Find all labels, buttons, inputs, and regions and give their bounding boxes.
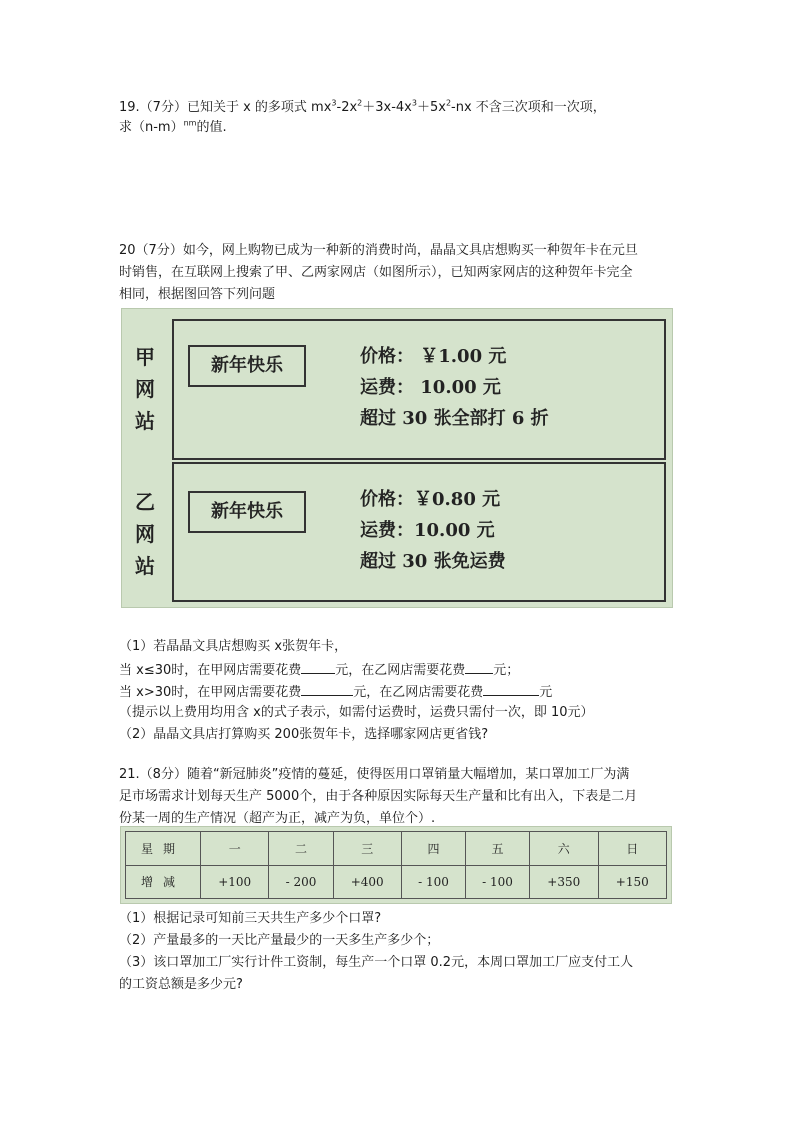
table-header-cell: 增减	[126, 865, 201, 899]
production-table	[125, 831, 667, 899]
shop-a-card: 新年快乐	[188, 345, 306, 387]
table-cell: +350	[530, 865, 598, 899]
shop-a-label	[132, 341, 158, 437]
shop-a-panel	[172, 319, 666, 460]
shop-b-label-char: 乙	[135, 490, 155, 514]
answer-blank[interactable]	[301, 660, 335, 674]
table-cell: +150	[598, 865, 667, 899]
answer-blank[interactable]	[483, 682, 539, 696]
shop-b-info	[360, 484, 506, 577]
table-cell: 五	[466, 832, 530, 866]
shop-a-offer: 超过 30 张全部打 6 折	[360, 408, 549, 429]
shop-a-label-char: 甲	[135, 345, 155, 369]
shop-a-label-char: 网	[135, 377, 155, 401]
q21-part3-line-1: （3）该口罩加工厂实行计件工资制，每生产一个口罩 0.2元，本周口罩加工厂应支付工人	[119, 955, 634, 970]
table-cell: +100	[201, 865, 269, 899]
answer-blank[interactable]	[301, 682, 353, 696]
q20-part1-line-1: （1）若晶晶文具店想购买 x张贺年卡，	[119, 639, 348, 654]
shop-comparison-figure	[121, 308, 673, 608]
table-cell: +400	[333, 865, 401, 899]
table-cell: - 100	[466, 865, 530, 899]
shop-b-offer: 超过 30 张免运费	[360, 551, 506, 572]
q20-intro-2: 时销售，在互联网上搜索了甲、乙两家网店（如图所示），已知两家网店的这种贺年卡完全	[119, 265, 633, 280]
shop-a-price: 价格： ￥1.00 元	[360, 346, 507, 367]
shop-b-price: 价格：￥0.80 元	[360, 489, 501, 510]
shop-b-label-char: 站	[135, 554, 155, 578]
table-row	[126, 865, 667, 899]
q21-intro-3: 份某一周的生产情况（超产为正，减产为负，单位个）.	[119, 811, 436, 826]
shop-a-label-char: 站	[135, 409, 155, 433]
table-cell: 六	[530, 832, 598, 866]
table-cell: - 100	[401, 865, 465, 899]
shop-b-shipping: 运费：10.00 元	[360, 520, 495, 541]
q21-part3-line-2: 的工资总额是多少元?	[119, 977, 243, 992]
table-cell: 日	[598, 832, 667, 866]
q20-part2: （2）晶晶文具店打算购买 200张贺年卡，选择哪家网店更省钱?	[119, 727, 489, 742]
q21-part2: （2）产量最多的一天比产量最少的一天多生产多少个；	[119, 933, 440, 948]
q20-intro-1: 20（7分）如今，网上购物已成为一种新的消费时尚，晶晶文具店想购买一种贺年卡在元旦	[119, 243, 638, 258]
q21-intro-1: 21.（8分）随着“新冠肺炎”疫情的蔓延，使得医用口罩销量大幅增加，某口罩加工厂为满	[119, 767, 630, 782]
shop-a-shipping: 运费： 10.00 元	[360, 377, 501, 398]
shop-b-card: 新年快乐	[188, 491, 306, 533]
q20-part1-line-3: 当 x>30时，在甲网店需要花费 元，在乙网店需要花费 元	[119, 682, 552, 702]
shop-b-label-char: 网	[135, 522, 155, 546]
table-cell: - 200	[269, 865, 333, 899]
shop-b-label	[132, 486, 158, 582]
q19-line-1: 19.（7分）已知关于 x 的多项式 $mx^3-2x^2+3x-4x^3+5x^2-nx$ 不含三次项和一次项，	[119, 98, 606, 115]
q21-part1: （1）根据记录可知前三天共生产多少个口罩?	[119, 911, 382, 926]
answer-blank[interactable]	[465, 660, 493, 674]
table-cell: 二	[269, 832, 333, 866]
table-header-cell: 星期	[126, 832, 201, 866]
table-cell: 三	[333, 832, 401, 866]
q19-line-2: 求$(n-m)^{nm}$的值.	[119, 118, 227, 135]
table-cell: 四	[401, 832, 465, 866]
q20-intro-3: 相同，根据图回答下列问题	[119, 287, 276, 302]
table-row	[126, 832, 667, 866]
table-cell: 一	[201, 832, 269, 866]
q20-part1-line-2: 当 x≤30时，在甲网店需要花费 元，在乙网店需要花费 元；	[119, 660, 519, 680]
q20-hint: （提示以上费用均用含 x的式子表示，如需付运费时，运费只需付一次，即 10元）	[119, 705, 594, 720]
production-table-figure	[120, 826, 672, 904]
shop-a-info	[360, 341, 549, 434]
q21-intro-2: 足市场需求计划每天生产 5000个，由于各种原因实际每天生产量和比有出入，下表是二月	[119, 789, 638, 804]
shop-b-panel	[172, 462, 666, 602]
